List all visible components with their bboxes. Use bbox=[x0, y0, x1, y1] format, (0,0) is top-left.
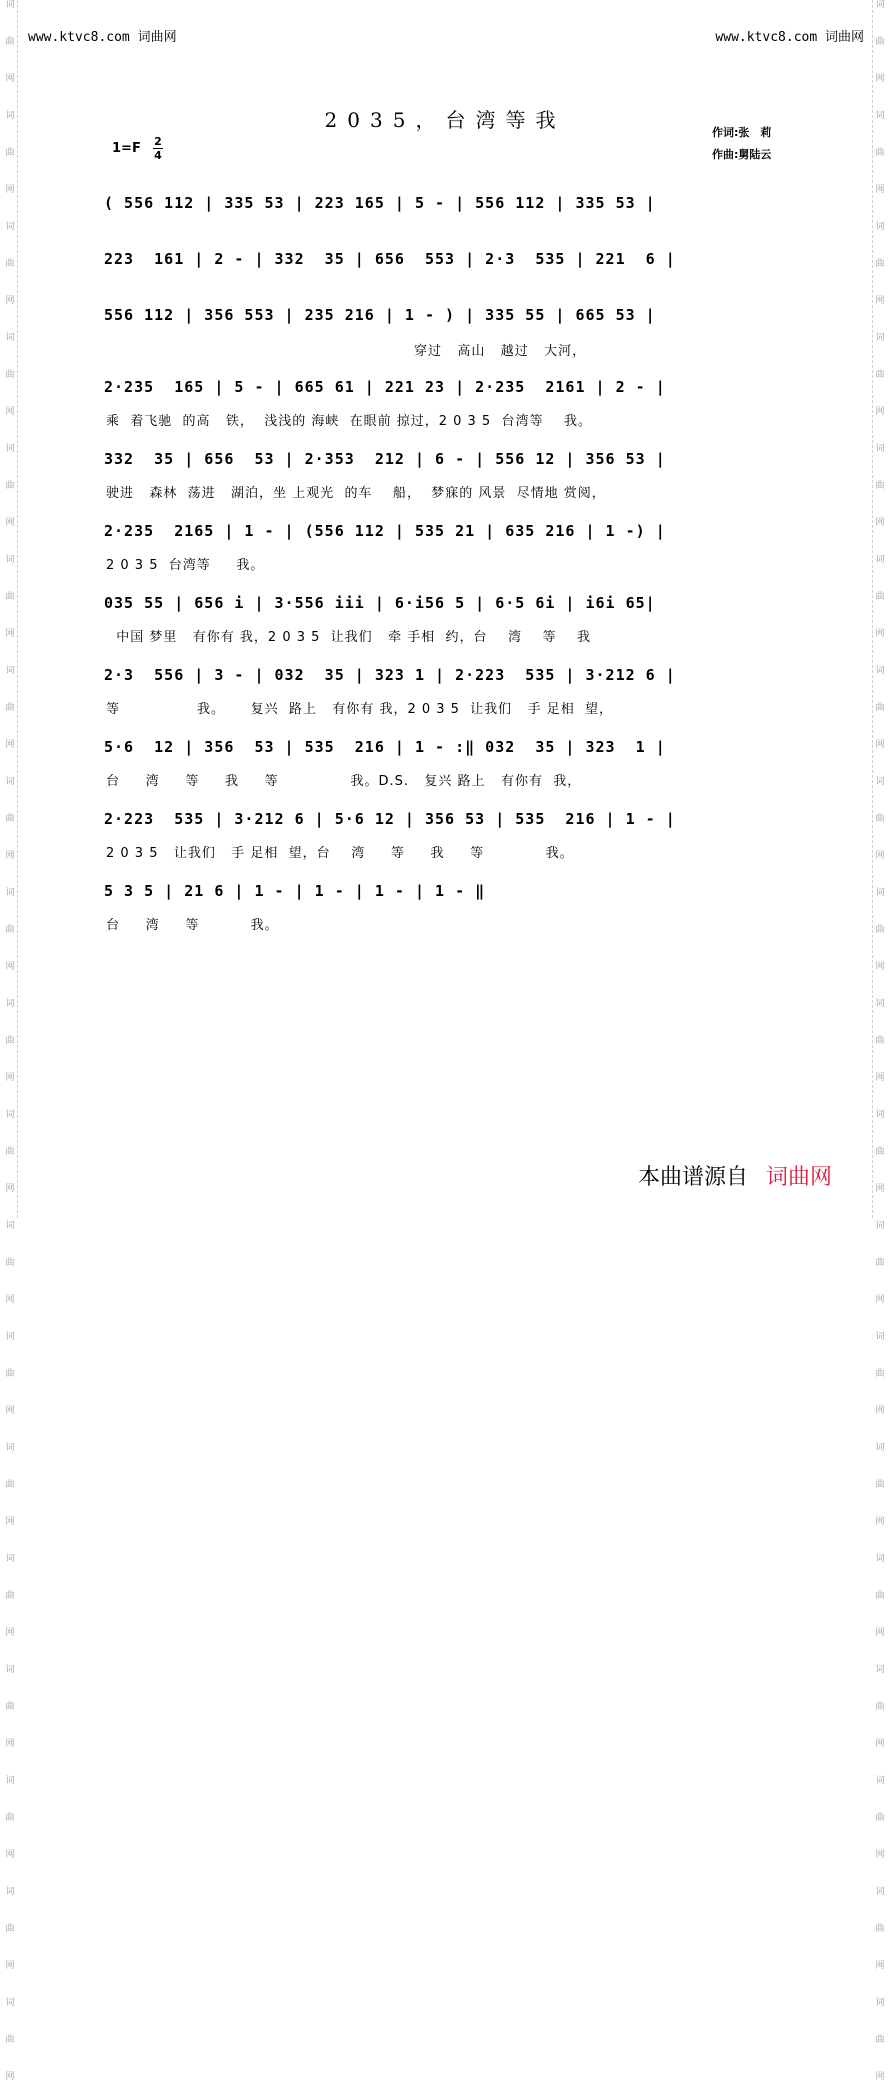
watermark-char: 网 bbox=[5, 1850, 15, 1860]
watermark-char: 词 bbox=[875, 222, 885, 232]
watermark-char: 曲 bbox=[5, 37, 15, 47]
watermark-char: 词 bbox=[5, 1221, 15, 1231]
watermark-char: 词 bbox=[875, 888, 885, 898]
watermark-char: 网 bbox=[5, 962, 15, 972]
watermark-char: 曲 bbox=[5, 259, 15, 269]
watermark-char: 网 bbox=[875, 296, 885, 306]
watermark-char: 曲 bbox=[875, 1702, 885, 1712]
watermark-char: 词 bbox=[875, 1443, 885, 1453]
watermark-char: 曲 bbox=[5, 592, 15, 602]
watermark-char: 词 bbox=[5, 1554, 15, 1564]
watermark-char: 网 bbox=[875, 1184, 885, 1194]
score-row-7: 035 55 | 656 i | 3·556 iii | 6·i56 5 | 6·5 6i | i6i 65| bbox=[104, 594, 656, 612]
score-row-5: 332 35 | 656 53 | 2·353 212 | 6 - | 556 12 | 356 53 | bbox=[104, 450, 666, 468]
time-signature-top: 2 bbox=[154, 135, 162, 148]
watermark-char: 网 bbox=[5, 1739, 15, 1749]
watermark-char: 网 bbox=[875, 851, 885, 861]
watermark-char: 曲 bbox=[875, 1147, 885, 1157]
watermark-char: 词 bbox=[5, 1665, 15, 1675]
watermark-char: 词 bbox=[875, 111, 885, 121]
watermark-char: 网 bbox=[5, 629, 15, 639]
lyric-line-2: 乘 着飞驰 的高 铁， 浅浅的 海峡 在眼前 掠过，2 0 3 5 台湾等 我。 bbox=[106, 414, 592, 429]
source-footer bbox=[638, 1160, 832, 1191]
watermark-char: 网 bbox=[5, 740, 15, 750]
brand-link[interactable]: 词曲网 bbox=[766, 1165, 833, 1190]
watermark-char: 词 bbox=[5, 1998, 15, 2008]
score-row-8: 2·3 556 | 3 - | 032 35 | 323 1 | 2·223 535 | 3·212 6 | bbox=[104, 666, 676, 684]
watermark-char: 曲 bbox=[5, 1480, 15, 1490]
watermark-char: 词 bbox=[875, 999, 885, 1009]
watermark-char: 网 bbox=[875, 962, 885, 972]
watermark-char: 曲 bbox=[875, 592, 885, 602]
watermark-char: 词 bbox=[5, 1443, 15, 1453]
watermark-char: 曲 bbox=[5, 925, 15, 935]
watermark-char: 词 bbox=[5, 0, 15, 10]
watermark-char: 曲 bbox=[5, 481, 15, 491]
watermark-char: 网 bbox=[875, 1628, 885, 1638]
watermark-char: 网 bbox=[875, 185, 885, 195]
watermark-char: 网 bbox=[5, 518, 15, 528]
watermark-char: 词 bbox=[5, 222, 15, 232]
watermark-char: 词 bbox=[875, 1776, 885, 1786]
watermark-char: 网 bbox=[875, 1850, 885, 1860]
source-label: 本曲谱源自 bbox=[638, 1165, 749, 1190]
watermark-char: 网 bbox=[5, 74, 15, 84]
watermark-char: 词 bbox=[5, 111, 15, 121]
watermark-char: 词 bbox=[5, 1887, 15, 1897]
watermark-char: 曲 bbox=[875, 37, 885, 47]
watermark-char: 网 bbox=[875, 1073, 885, 1083]
watermark-char: 曲 bbox=[875, 1258, 885, 1268]
right-watermark-border bbox=[872, 0, 887, 2082]
watermark-char: 网 bbox=[5, 1073, 15, 1083]
watermark-char: 曲 bbox=[5, 370, 15, 380]
watermark-char: 词 bbox=[875, 1665, 885, 1675]
watermark-char: 词 bbox=[5, 1332, 15, 1342]
watermark-char: 网 bbox=[5, 851, 15, 861]
watermark-char: 词 bbox=[875, 777, 885, 787]
watermark-char: 词 bbox=[5, 555, 15, 565]
watermark-char: 词 bbox=[5, 999, 15, 1009]
watermark-char: 网 bbox=[875, 1406, 885, 1416]
watermark-char: 曲 bbox=[5, 148, 15, 158]
watermark-char: 曲 bbox=[875, 259, 885, 269]
watermark-char: 曲 bbox=[5, 1591, 15, 1601]
watermark-char: 网 bbox=[875, 1739, 885, 1749]
watermark-char: 词 bbox=[5, 666, 15, 676]
lyric-line-3: 驶进 森林 荡进 湖泊，坐 上观光 的车 船， 梦寐的 风景 尽情地 赏阅， bbox=[106, 486, 606, 501]
watermark-char: 网 bbox=[875, 518, 885, 528]
lyric-line-6: 等 我。 复兴 路上 有你有 我，2 0 3 5 让我们 手 足相 望， bbox=[106, 702, 613, 717]
watermark-char: 曲 bbox=[875, 148, 885, 158]
lyric-line-8: 2 0 3 5 让我们 手 足相 望，台 湾 等 我 等 我。 bbox=[106, 846, 574, 861]
watermark-char: 曲 bbox=[875, 1924, 885, 1934]
score-row-1: ( 556 112 | 335 53 | 223 165 | 5 - | 556 112 | 335 53 | bbox=[104, 194, 656, 212]
watermark-char: 网 bbox=[875, 74, 885, 84]
time-signature-bottom: 4 bbox=[154, 149, 162, 162]
score-row-3: 556 112 | 356 553 | 235 216 | 1 - ) | 335 55 | 665 53 | bbox=[104, 306, 656, 324]
watermark-char: 曲 bbox=[5, 1369, 15, 1379]
key-signature: 1=F bbox=[112, 141, 141, 156]
site-url-left[interactable]: www.ktvc8.com 词曲网 bbox=[28, 30, 177, 45]
watermark-char: 词 bbox=[5, 444, 15, 454]
watermark-char: 曲 bbox=[5, 1147, 15, 1157]
watermark-char: 网 bbox=[5, 1406, 15, 1416]
lyricist-credit: 作词:张 莉 bbox=[712, 126, 772, 139]
watermark-char: 曲 bbox=[875, 1369, 885, 1379]
watermark-char: 网 bbox=[875, 1961, 885, 1971]
watermark-char: 曲 bbox=[875, 925, 885, 935]
score-row-4: 2·235 165 | 5 - | 665 61 | 221 23 | 2·235 2161 | 2 - | bbox=[104, 378, 666, 396]
watermark-char: 曲 bbox=[875, 481, 885, 491]
watermark-char: 网 bbox=[875, 629, 885, 639]
watermark-char: 网 bbox=[5, 407, 15, 417]
watermark-char: 词 bbox=[875, 444, 885, 454]
watermark-char: 词 bbox=[5, 777, 15, 787]
watermark-char: 曲 bbox=[875, 1480, 885, 1490]
watermark-char: 曲 bbox=[5, 1036, 15, 1046]
score-row-9: 5·6 12 | 356 53 | 535 216 | 1 - :‖ 032 35 | 323 1 | bbox=[104, 738, 666, 756]
lyric-line-1: 穿过 高山 越过 大河， bbox=[106, 344, 587, 359]
lyric-line-9: 台 湾 等 我。 bbox=[106, 918, 279, 933]
lyric-line-5: 中国 梦里 有你有 我，2 0 3 5 让我们 牵 手相 约，台 湾 等 我 bbox=[106, 630, 592, 645]
watermark-char: 网 bbox=[875, 1295, 885, 1305]
watermark-char: 网 bbox=[5, 1961, 15, 1971]
watermark-char: 词 bbox=[875, 666, 885, 676]
watermark-char: 网 bbox=[5, 185, 15, 195]
watermark-char: 网 bbox=[875, 1517, 885, 1527]
watermark-char: 曲 bbox=[875, 703, 885, 713]
score-row-2: 223 161 | 2 - | 332 35 | 656 553 | 2·3 535 | 221 6 | bbox=[104, 250, 676, 268]
watermark-char: 词 bbox=[5, 333, 15, 343]
watermark-char: 曲 bbox=[5, 1702, 15, 1712]
score-row-10: 2·223 535 | 3·212 6 | 5·6 12 | 356 53 | 535 216 | 1 - | bbox=[104, 810, 676, 828]
left-watermark-border bbox=[3, 0, 18, 2082]
watermark-char: 词 bbox=[875, 1110, 885, 1120]
watermark-char: 曲 bbox=[875, 1036, 885, 1046]
watermark-char: 词 bbox=[875, 555, 885, 565]
watermark-char: 词 bbox=[875, 1887, 885, 1897]
song-title: 2035，台湾等我 bbox=[324, 108, 566, 132]
watermark-char: 曲 bbox=[875, 1813, 885, 1823]
watermark-char: 词 bbox=[5, 888, 15, 898]
watermark-char: 曲 bbox=[5, 1924, 15, 1934]
watermark-char: 网 bbox=[875, 407, 885, 417]
watermark-char: 网 bbox=[5, 1517, 15, 1527]
watermark-char: 网 bbox=[5, 1184, 15, 1194]
watermark-char: 曲 bbox=[5, 703, 15, 713]
score-row-6: 2·235 2165 | 1 - | (556 112 | 535 21 | 635 216 | 1 -) | bbox=[104, 522, 666, 540]
watermark-char: 曲 bbox=[875, 2035, 885, 2045]
watermark-char: 网 bbox=[875, 2072, 885, 2082]
watermark-char: 词 bbox=[875, 333, 885, 343]
watermark-char: 词 bbox=[875, 1332, 885, 1342]
watermark-char: 曲 bbox=[875, 1591, 885, 1601]
watermark-char: 曲 bbox=[5, 1813, 15, 1823]
watermark-char: 曲 bbox=[5, 814, 15, 824]
watermark-char: 曲 bbox=[5, 1258, 15, 1268]
watermark-char: 词 bbox=[875, 1998, 885, 2008]
watermark-char: 词 bbox=[875, 0, 885, 10]
watermark-char: 词 bbox=[875, 1221, 885, 1231]
watermark-char: 网 bbox=[875, 740, 885, 750]
watermark-char: 网 bbox=[5, 296, 15, 306]
watermark-char: 曲 bbox=[5, 2035, 15, 2045]
lyric-line-7: 台 湾 等 我 等 我。D.S. 复兴 路上 有你有 我， bbox=[106, 774, 582, 789]
lyric-line-4: 2 0 3 5 台湾等 我。 bbox=[106, 558, 265, 573]
site-url-right[interactable]: www.ktvc8.com 词曲网 bbox=[715, 30, 864, 45]
watermark-char: 词 bbox=[5, 1776, 15, 1786]
watermark-char: 网 bbox=[5, 1295, 15, 1305]
watermark-char: 曲 bbox=[875, 370, 885, 380]
watermark-char: 网 bbox=[5, 2072, 15, 2082]
watermark-char: 网 bbox=[5, 1628, 15, 1638]
watermark-char: 词 bbox=[875, 1554, 885, 1564]
score-row-11: 5 3 5 | 21 6 | 1 - | 1 - | 1 - | 1 - ‖ bbox=[104, 882, 486, 900]
watermark-char: 词 bbox=[5, 1110, 15, 1120]
composer-credit: 作曲:舅陆云 bbox=[712, 148, 772, 161]
time-signature bbox=[153, 136, 163, 161]
watermark-char: 曲 bbox=[875, 814, 885, 824]
